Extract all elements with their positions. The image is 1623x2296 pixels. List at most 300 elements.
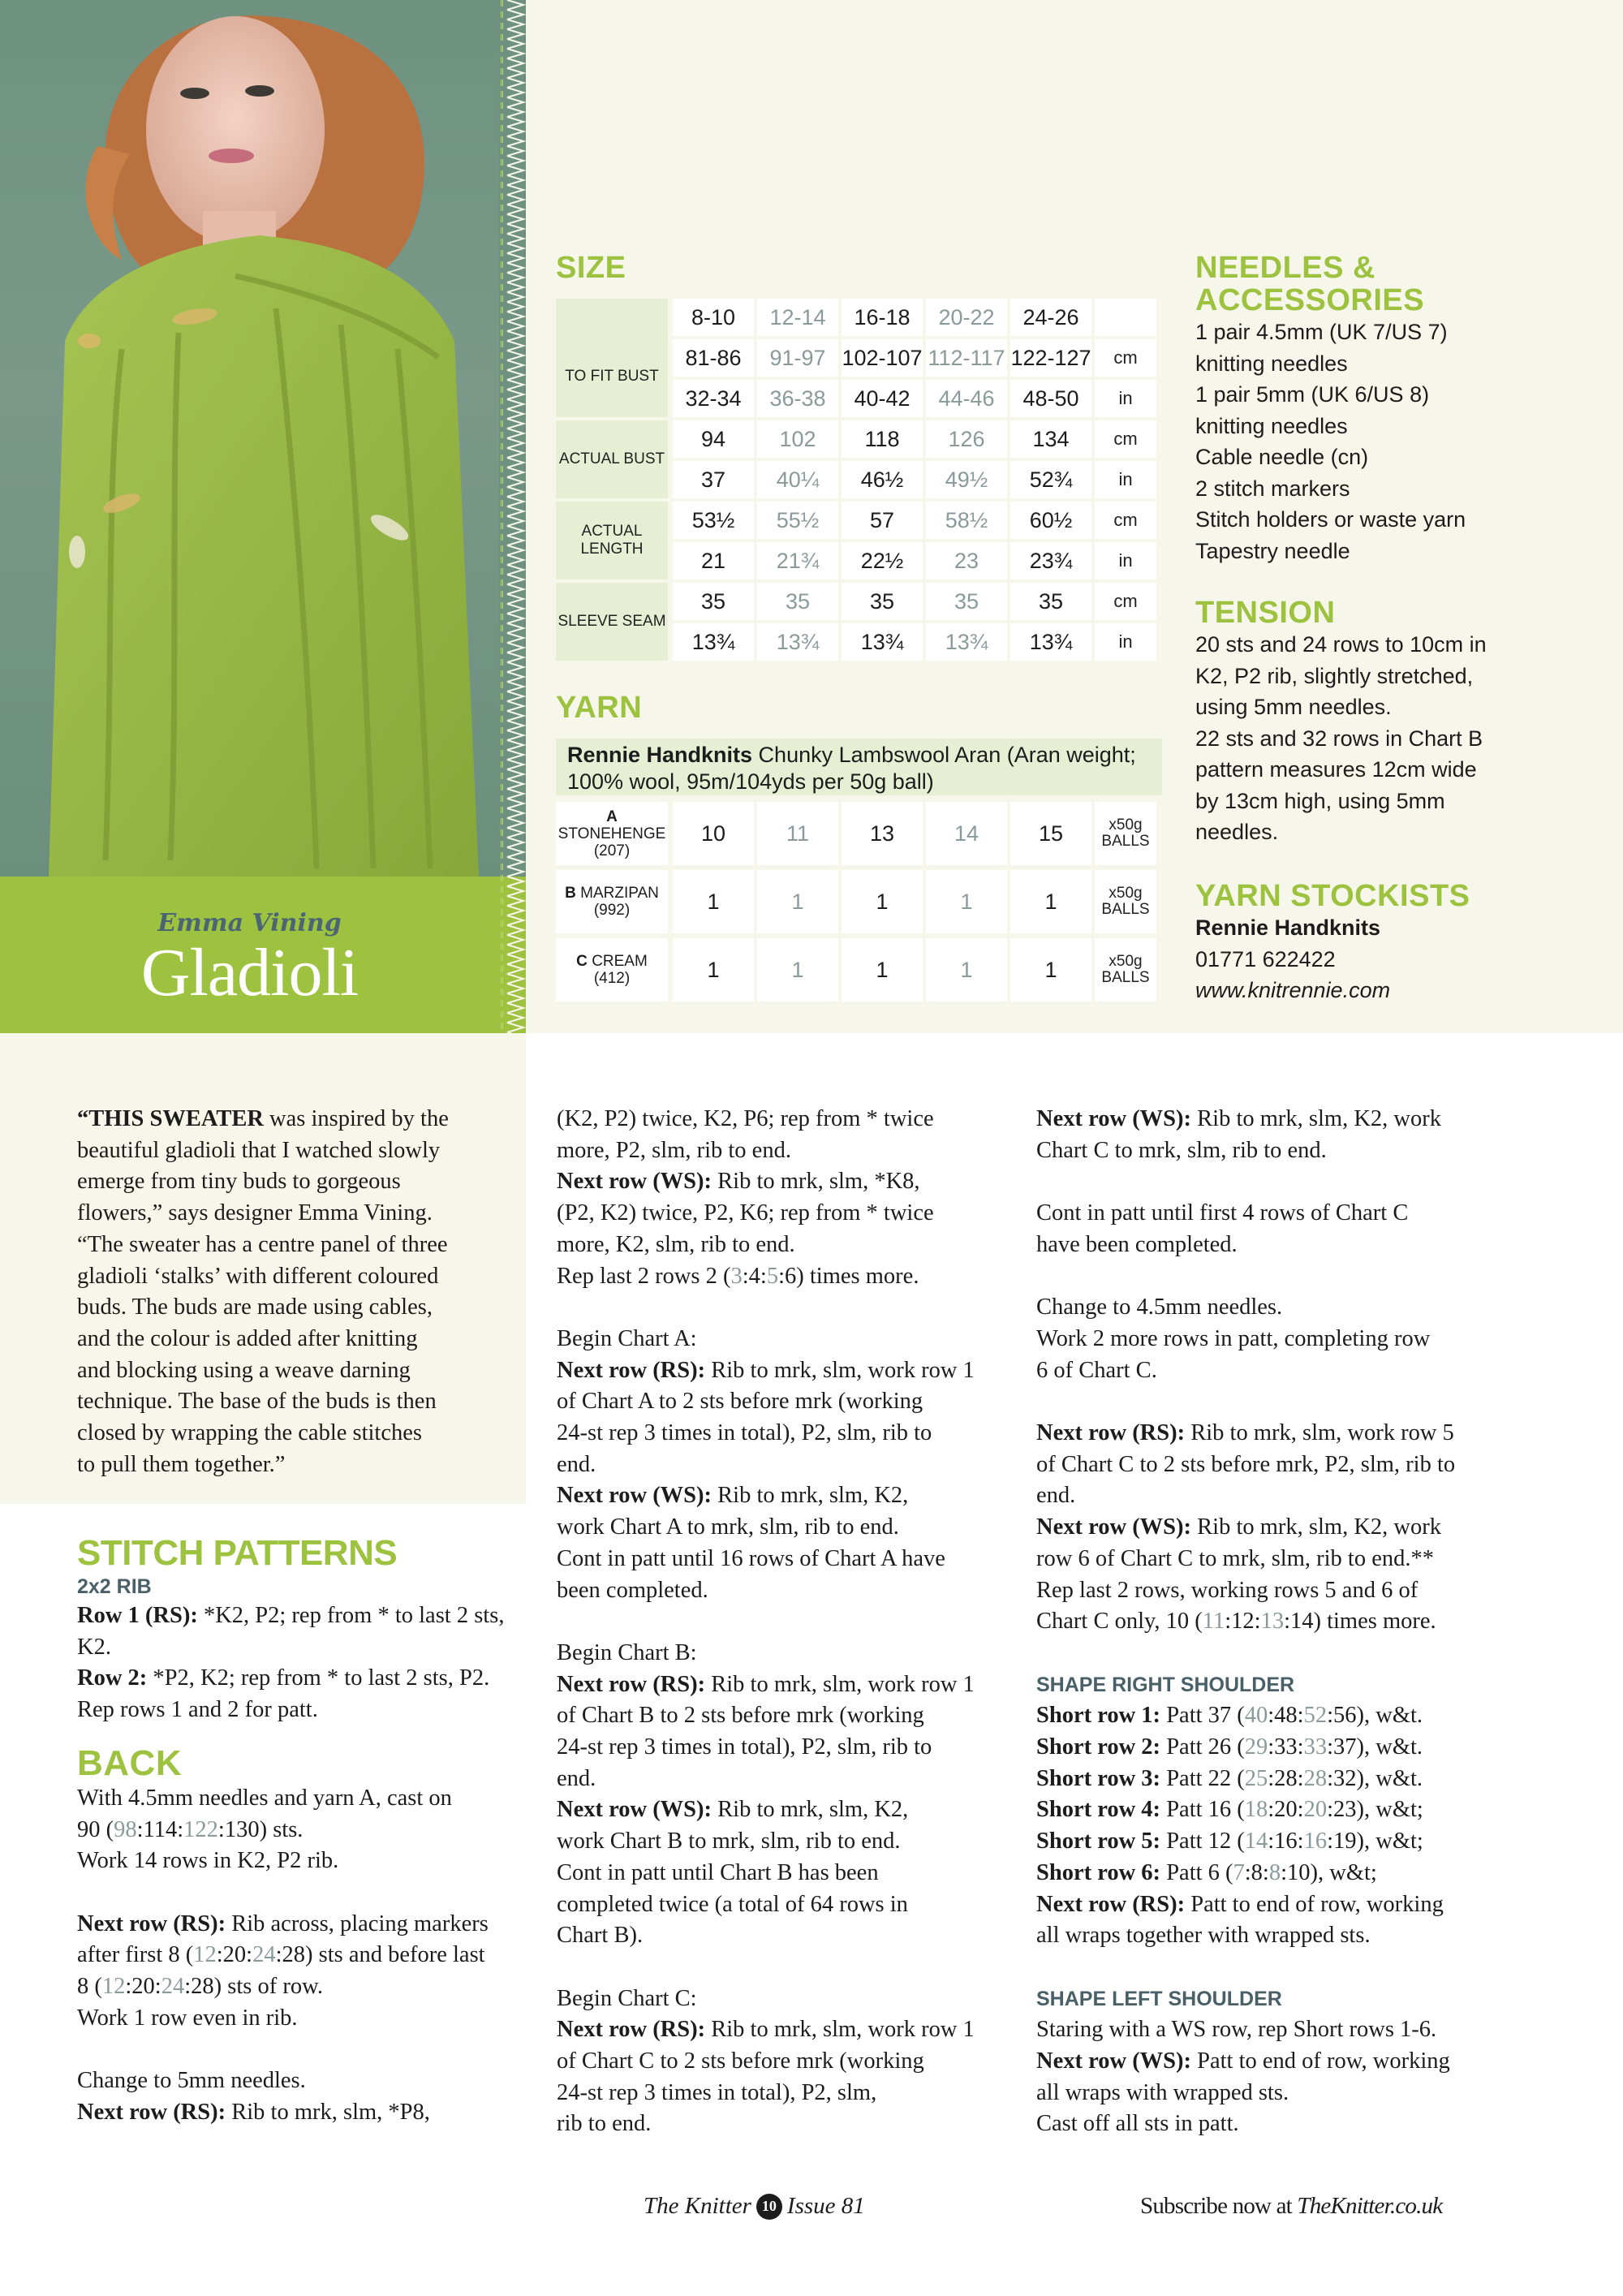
intro-text-line: flowers,” says designer Emma Vining. — [77, 1200, 433, 1226]
txt: :20: — [125, 1974, 161, 2000]
row-label: Next row (RS): — [557, 1357, 706, 1383]
needles-list — [1195, 317, 1617, 566]
yarn-unit — [1095, 870, 1156, 933]
tension-line: needles. — [1195, 820, 1279, 844]
line: have been completed. — [1036, 1231, 1238, 1257]
size-value: 94 — [673, 420, 754, 458]
row-text: *K2, P2; rep from * to last 2 sts, — [197, 1603, 505, 1628]
yarn-colour-code: (992) — [593, 902, 631, 919]
needles-heading-line2: ACCESSORIES — [1195, 283, 1425, 317]
stockist-phone: 01771 622422 — [1195, 946, 1336, 971]
line: rib to end. — [557, 2111, 652, 2137]
page-number: 10 — [756, 2194, 782, 2220]
size-group-label: ACTUAL LENGTH — [556, 502, 668, 579]
line: been completed. — [557, 1577, 708, 1603]
shape-left-shoulder-heading: SHAPE LEFT SHOULDER — [1036, 1987, 1282, 2010]
size-unit: in — [1095, 461, 1156, 498]
back-line: Work 14 rows in K2, P2 rib. — [77, 1848, 339, 1874]
txt: Patt 26 ( — [1160, 1734, 1245, 1760]
yarn-ball-count: 1 — [1010, 938, 1091, 1002]
row-label: Next row (RS): — [557, 1671, 706, 1697]
yarn-unit-line: BALLS — [1101, 969, 1150, 986]
line — [557, 1669, 1019, 1701]
spacer — [1036, 1261, 1523, 1293]
row-text: Rib to mrk, slm, K2, work — [1191, 1106, 1441, 1131]
size-row — [673, 420, 1156, 458]
yarn-ball-count: 10 — [673, 802, 754, 865]
intro-text-line: and the colour is added after knitting — [77, 1325, 418, 1351]
size-value: 46½ — [842, 461, 923, 498]
stitch-border — [499, 0, 526, 1033]
row-label: Next row (WS): — [557, 1483, 712, 1509]
row-text: Rib to mrk, slm, K2, work — [1191, 1514, 1441, 1540]
size-value: 21¾ — [757, 542, 838, 579]
line — [557, 1794, 1019, 1826]
yarn-brand: Rennie Handknits — [567, 743, 753, 767]
stitch-patterns-section — [77, 1534, 532, 2129]
yarn-colour-letter: A — [606, 808, 618, 825]
stockists-heading: YARN STOCKISTS — [1195, 879, 1470, 913]
alt-size-value: 16 — [1303, 1829, 1328, 1854]
stockist-name: Rennie Handknits — [1195, 915, 1381, 940]
row-text: Rib to mrk, slm, work row 1 — [705, 1671, 975, 1697]
size-group-label: SLEEVE SEAM — [556, 583, 668, 661]
model-photo — [0, 0, 499, 877]
txt: :33: — [1268, 1734, 1304, 1760]
row-label: Next row (WS): — [1036, 2048, 1192, 2074]
size-value: 112-117 — [926, 339, 1007, 377]
size-value: 48-50 — [1010, 380, 1091, 417]
line: end. — [1036, 1483, 1076, 1509]
size-unit: cm — [1095, 339, 1156, 377]
yarn-unit-line: x50g — [1109, 953, 1143, 970]
line: Cont in patt until Chart B has been — [557, 1859, 879, 1885]
size-value: 40-42 — [842, 380, 923, 417]
short-row — [1036, 1826, 1523, 1858]
txt: 8 ( — [77, 1974, 102, 2000]
size-value: 57 — [842, 502, 923, 539]
alt-size-value: 7 — [1233, 1859, 1245, 1885]
yarn-colour-row — [556, 802, 1163, 865]
row-label: Next row (WS): — [1036, 1106, 1192, 1131]
yarn-ball-count: 1 — [842, 870, 923, 933]
needles-item: 1 pair 5mm (UK 6/US 8) — [1195, 382, 1430, 407]
line: Change to 4.5mm needles. — [1036, 1294, 1283, 1320]
line: Rep last 2 rows, working rows 5 and 6 of — [1036, 1577, 1419, 1603]
size-value: 102-107 — [842, 339, 923, 377]
short-row-label: Short row 2: — [1036, 1734, 1161, 1760]
spacer — [77, 1877, 540, 1909]
row-label: Next row (RS): — [1036, 1419, 1186, 1445]
txt: Patt 16 ( — [1160, 1797, 1245, 1823]
size-heading: SIZE — [556, 251, 626, 285]
size-value: 81-86 — [673, 339, 754, 377]
needles-item: Stitch holders or waste yarn — [1195, 507, 1466, 532]
intro-paragraph — [77, 1135, 519, 1481]
line — [557, 1261, 1019, 1293]
size-value: 91-97 — [757, 339, 838, 377]
intro-text-line: was inspired by the — [263, 1106, 449, 1131]
size-row — [673, 502, 1156, 539]
size-unit: cm — [1095, 502, 1156, 539]
size-value: 35 — [1010, 583, 1091, 620]
yarn-table — [556, 802, 1163, 1006]
yarn-description — [556, 739, 1162, 795]
short-row — [1036, 1858, 1523, 1889]
shape-right-shoulder-heading: SHAPE RIGHT SHOULDER — [1036, 1673, 1295, 1696]
txt: :56), w&t. — [1327, 1703, 1423, 1729]
row-label: Next row (RS): — [1036, 1891, 1186, 1917]
short-row — [1036, 1794, 1523, 1826]
line: Cast off all sts in patt. — [1036, 2111, 1239, 2137]
size-unit: in — [1095, 623, 1156, 661]
rib-row-1-cont: K2. — [77, 1634, 111, 1660]
row-text: *P2, K2; rep from * to last 2 sts, P2. — [147, 1665, 490, 1691]
yarn-unit-line: x50g — [1109, 885, 1143, 902]
footer-subscribe — [1140, 2193, 1442, 2220]
size-value: 21 — [673, 542, 754, 579]
yarn-ball-count: 1 — [842, 938, 923, 1002]
needles-item: 2 stitch markers — [1195, 476, 1350, 501]
size-value: 134 — [1010, 420, 1091, 458]
size-value: 60½ — [1010, 502, 1091, 539]
spacer — [1036, 1386, 1523, 1418]
row-text: Rib to mrk, slm, *K8, — [712, 1169, 920, 1195]
size-group-label: ACTUAL BUST — [556, 420, 668, 498]
line: more, K2, slm, rib to end. — [557, 1231, 795, 1257]
txt: :10), w&t; — [1281, 1859, 1377, 1885]
rib-row-2 — [77, 1663, 540, 1695]
intro-text-line: and blocking using a weave darning — [77, 1357, 411, 1383]
txt: 90 ( — [77, 1816, 114, 1842]
back-line: Work 1 row even in rib. — [77, 2005, 298, 2031]
size-table-corner — [556, 299, 668, 339]
txt: :4: — [742, 1263, 767, 1289]
yarn-colour-letter: C — [576, 953, 588, 970]
size-value: 37 — [673, 461, 754, 498]
rib-subheading: 2x2 RIB — [77, 1575, 152, 1598]
line: of Chart A to 2 sts before mrk (working — [557, 1389, 923, 1415]
intro-text-line: beautiful gladioli that I watched slowly — [77, 1137, 441, 1163]
size-group — [556, 583, 1163, 661]
yarn-colour-name-line — [558, 825, 666, 842]
txt: Rep last 2 rows 2 ( — [557, 1263, 731, 1289]
line — [557, 2014, 1019, 2046]
unit-cell-empty — [1095, 299, 1156, 336]
tension-line: pattern measures 12cm wide — [1195, 757, 1477, 782]
size-header: 8-10 — [673, 299, 754, 336]
yarn-unit — [1095, 938, 1156, 1002]
yarn-ball-count: 1 — [926, 938, 1007, 1002]
line: all wraps together with wrapped sts. — [1036, 1923, 1371, 1949]
needles-item: 1 pair 4.5mm (UK 7/US 7) — [1195, 320, 1448, 344]
back-line — [77, 2097, 540, 2129]
subscribe-text: Subscribe now at — [1140, 2193, 1298, 2219]
txt: :12: — [1225, 1609, 1261, 1635]
yarn-ball-count: 15 — [1010, 802, 1091, 865]
line — [557, 1355, 1019, 1387]
line — [1036, 1512, 1523, 1544]
back-instructions — [77, 1783, 540, 2129]
size-value: 126 — [926, 420, 1007, 458]
line: of Chart C to 2 sts before mrk, P2, slm, rib to — [1036, 1451, 1456, 1477]
size-group — [556, 420, 1163, 498]
tension-heading: TENSION — [1195, 596, 1336, 630]
size-group-label: TO FIT BUST — [556, 336, 668, 417]
size-row — [673, 461, 1156, 498]
alt-size-value: 3 — [730, 1263, 743, 1289]
yarn-unit-line: x50g — [1109, 816, 1143, 834]
stockists-section — [1195, 880, 1617, 1006]
stitch-patterns-heading: STITCH PATTERNS — [77, 1533, 398, 1573]
row-label: Next row (RS): — [557, 2017, 706, 2043]
row-label: Next row (WS): — [1036, 1514, 1192, 1540]
spacer — [1036, 1638, 1523, 1669]
yarn-colour-code: (207) — [593, 842, 631, 859]
spacer — [557, 1292, 1019, 1324]
alt-size-value: 18 — [1244, 1797, 1268, 1823]
line: Work 2 more rows in patt, completing row — [1036, 1325, 1431, 1351]
line: of Chart C to 2 sts before mrk (working — [557, 2048, 924, 2074]
yarn-ball-count: 14 — [926, 802, 1007, 865]
line — [1036, 1104, 1523, 1135]
size-unit: in — [1095, 380, 1156, 417]
row-text: Rib to mrk, slm, work row 5 — [1185, 1419, 1454, 1445]
txt: :19), w&t; — [1327, 1829, 1423, 1854]
spacer — [557, 1952, 1019, 1984]
size-value: 23¾ — [1010, 542, 1091, 579]
txt: :23), w&t; — [1327, 1797, 1423, 1823]
line: Chart B). — [557, 1923, 644, 1949]
short-rows-list — [1036, 1700, 1523, 1889]
alt-size-value: 40 — [1244, 1703, 1268, 1729]
short-row-label: Short row 4: — [1036, 1797, 1161, 1823]
row-text: Rib to mrk, slm, K2, — [712, 1483, 909, 1509]
row-label: Row 2: — [77, 1665, 148, 1691]
line: 24-st rep 3 times in total), P2, slm, rib to — [557, 1734, 932, 1760]
back-line: Change to 5mm needles. — [77, 2068, 306, 2094]
alt-size-value: 13 — [1260, 1609, 1285, 1635]
back-heading: BACK — [77, 1742, 183, 1783]
size-value: 13¾ — [673, 623, 754, 661]
yarn-colour-name-line — [576, 953, 648, 970]
txt: :20: — [1268, 1797, 1304, 1823]
line: Begin Chart B: — [557, 1639, 697, 1665]
size-value: 22½ — [842, 542, 923, 579]
short-row-label: Short row 3: — [1036, 1765, 1161, 1791]
yarn-colour-name: CREAM — [592, 953, 648, 970]
size-value: 23 — [926, 542, 1007, 579]
line: of Chart B to 2 sts before mrk (working — [557, 1703, 924, 1729]
alt-size-value: 33 — [1303, 1734, 1328, 1760]
line — [1036, 1606, 1523, 1638]
tension-line: 22 sts and 32 rows in Chart B — [1195, 726, 1483, 751]
alt-size-value: 24 — [252, 1942, 276, 1968]
intro-text — [77, 1104, 519, 1480]
size-header-row — [556, 299, 1163, 336]
alt-size-value: 25 — [1244, 1765, 1268, 1791]
size-group-rows — [673, 502, 1156, 579]
tension-text — [1195, 629, 1617, 848]
model-photo-illustration — [0, 0, 499, 877]
row-label: Next row (WS): — [557, 1797, 712, 1823]
intro-text-line: “The sweater has a centre panel of three — [77, 1231, 448, 1257]
line: row 6 of Chart C to mrk, slm, rib to end.** — [1036, 1545, 1434, 1571]
line — [1036, 1889, 1523, 1921]
stockist-website[interactable]: www.knitrennie.com — [1195, 978, 1391, 1002]
intro-text-line: to pull them together.” — [77, 1451, 286, 1477]
line: more, P2, slm, rib to end. — [557, 1137, 791, 1163]
line: Begin Chart A: — [557, 1325, 697, 1351]
size-unit: cm — [1095, 420, 1156, 458]
txt: Patt 6 ( — [1160, 1859, 1233, 1885]
alt-size-value: 12 — [101, 1974, 126, 2000]
needles-item: knitting needles — [1195, 351, 1348, 376]
txt: :8: — [1244, 1859, 1269, 1885]
size-measurement-groups — [556, 339, 1163, 664]
size-row — [673, 583, 1156, 620]
magazine-name: The Knitter — [644, 2193, 751, 2219]
needles-section — [1195, 252, 1617, 566]
alt-size-value: 12 — [193, 1942, 217, 1968]
yarn-heading: YARN — [556, 691, 643, 725]
row-text: Patt to end of row, working — [1185, 1891, 1444, 1917]
size-value: 35 — [842, 583, 923, 620]
rib-repeat: Rep rows 1 and 2 for patt. — [77, 1697, 318, 1723]
yarn-ball-count: 1 — [673, 870, 754, 933]
tension-line: K2, P2 rib, slightly stretched, — [1195, 663, 1474, 688]
size-row — [673, 339, 1156, 377]
spacer — [77, 2034, 540, 2066]
size-value: 32-34 — [673, 380, 754, 417]
line: work Chart B to mrk, slm, rib to end. — [557, 1829, 901, 1854]
line: Chart C to mrk, slm, rib to end. — [1036, 1137, 1327, 1163]
intro-lead: “THIS SWEATER — [77, 1106, 264, 1131]
size-header: 16-18 — [842, 299, 923, 336]
size-group — [556, 339, 1163, 417]
alt-size-value: 28 — [1303, 1765, 1328, 1791]
alt-size-value: 8 — [1268, 1859, 1281, 1885]
size-value: 53½ — [673, 502, 754, 539]
yarn-unit — [1095, 802, 1156, 865]
intro-text-line: closed by wrapping the cable stitches — [77, 1420, 422, 1446]
yarn-ball-count: 11 — [757, 802, 838, 865]
row-text: Rib across, placing markers — [226, 1910, 489, 1936]
needles-heading-line1: NEEDLES & — [1195, 251, 1375, 285]
line: work Chart A to mrk, slm, rib to end. — [557, 1514, 899, 1540]
yarn-colour-row — [556, 938, 1163, 1002]
back-line: With 4.5mm needles and yarn A, cast on — [77, 1785, 452, 1811]
back-line — [77, 1940, 540, 1971]
short-row-label: Short row 1: — [1036, 1703, 1161, 1729]
txt: :28) sts and before last — [275, 1942, 485, 1968]
size-value: 13¾ — [757, 623, 838, 661]
instructions-column-2 — [557, 1104, 1019, 2140]
size-value: 52¾ — [1010, 461, 1091, 498]
line: all wraps with wrapped sts. — [1036, 2079, 1289, 2105]
designer-name: Emma Vining — [157, 909, 342, 937]
row-text: Rib to mrk, slm, *P8, — [226, 2099, 430, 2125]
yarn-colour-code: (412) — [593, 970, 631, 987]
subscribe-link[interactable]: TheKnitter.co.uk — [1297, 2193, 1443, 2219]
txt: :48: — [1268, 1703, 1304, 1729]
yarn-colour-name-line — [565, 885, 659, 902]
spacer — [557, 1606, 1019, 1638]
size-value: 118 — [842, 420, 923, 458]
line: 24-st rep 3 times in total), P2, slm, rib to — [557, 1420, 932, 1446]
short-row — [1036, 1700, 1523, 1732]
footer-magazine — [644, 2193, 865, 2220]
txt: Patt 22 ( — [1160, 1765, 1245, 1791]
txt: :114: — [136, 1816, 184, 1842]
instructions-column-3 — [1036, 1104, 1523, 2140]
size-header: 20-22 — [926, 299, 1007, 336]
size-group-rows — [673, 339, 1156, 417]
line: completed twice (a total of 64 rows in — [557, 1891, 908, 1917]
back-line — [77, 1971, 540, 2003]
size-row — [673, 542, 1156, 579]
rib-instructions — [77, 1600, 540, 1726]
size-row — [673, 380, 1156, 417]
yarn-ball-count: 1 — [757, 870, 838, 933]
spacer — [1036, 1166, 1523, 1198]
row-text: Rib to mrk, slm, work row 1 — [705, 1357, 975, 1383]
yarn-colour-row — [556, 870, 1163, 933]
txt: :28: — [1268, 1765, 1304, 1791]
yarn-unit-line: BALLS — [1101, 833, 1150, 850]
rib-row-1 — [77, 1600, 540, 1632]
line: 24-st rep 3 times in total), P2, slm, — [557, 2079, 877, 2105]
size-group — [556, 502, 1163, 579]
needles-item: Cable needle (cn) — [1195, 445, 1369, 469]
line: (K2, P2) twice, K2, P6; rep from * twice — [557, 1106, 934, 1131]
size-value: 102 — [757, 420, 838, 458]
line — [1036, 1418, 1523, 1450]
size-value: 13¾ — [842, 623, 923, 661]
line — [557, 1480, 1019, 1512]
yarn-colour-label — [556, 938, 668, 1002]
spacer — [1036, 1952, 1523, 1984]
back-line — [77, 1815, 540, 1846]
txt: :32), w&t. — [1327, 1765, 1423, 1791]
short-row-label: Short row 5: — [1036, 1829, 1161, 1854]
txt: after first 8 ( — [77, 1942, 194, 1968]
yarn-colour-label — [556, 802, 668, 865]
alt-size-value: 5 — [766, 1263, 779, 1289]
line: end. — [557, 1451, 596, 1477]
size-value: 35 — [926, 583, 1007, 620]
row-label: Row 1 (RS): — [77, 1603, 198, 1628]
tension-line: by 13cm high, using 5mm — [1195, 788, 1445, 813]
issue-number: Issue 81 — [786, 2193, 865, 2219]
yarn-details: Chunky Lambswool Aran (Aran weight; 100% wool, 95m/104yds per 50g ball) — [567, 743, 1136, 794]
back-line — [77, 1909, 540, 1941]
row-text: Rib to mrk, slm, work row 1 — [705, 2017, 975, 2043]
yarn-ball-count: 1 — [757, 938, 838, 1002]
yarn-colour-label — [556, 870, 668, 933]
size-value: 58½ — [926, 502, 1007, 539]
alt-size-value: 24 — [161, 1974, 185, 2000]
tension-line: 20 sts and 24 rows to 10cm in — [1195, 632, 1487, 657]
alt-size-value: 122 — [183, 1816, 218, 1842]
line: (P2, K2) twice, P2, K6; rep from * twice — [557, 1200, 934, 1226]
zigzag-stitch-decoration — [499, 0, 526, 1033]
size-unit: in — [1095, 542, 1156, 579]
intro-text-line: buds. The buds are made using cables, — [77, 1294, 433, 1320]
size-row — [673, 623, 1156, 661]
alt-size-value: 14 — [1244, 1829, 1268, 1854]
line: Begin Chart C: — [557, 1985, 697, 2011]
